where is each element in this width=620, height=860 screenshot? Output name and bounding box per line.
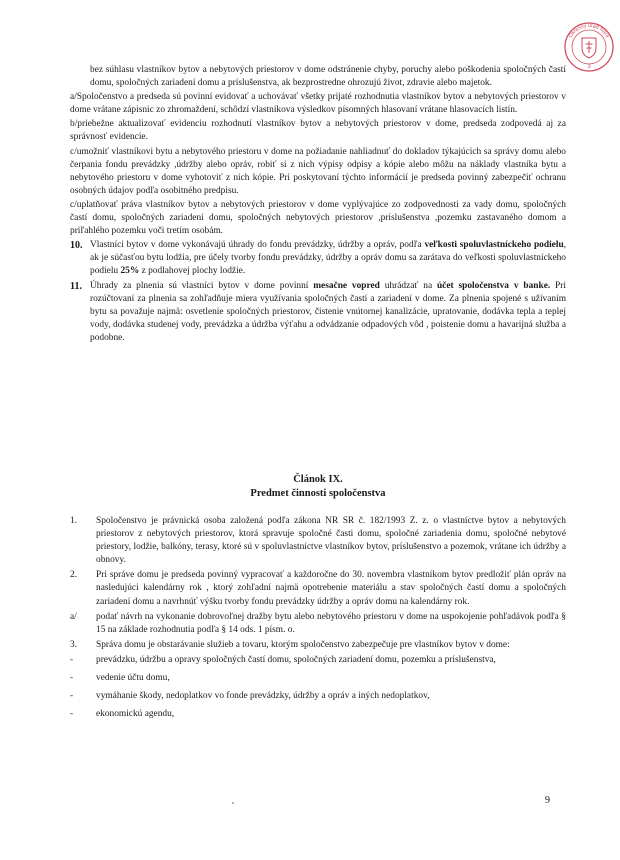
dash-item: - ekonomickú agendu, xyxy=(70,709,175,720)
continued-section xyxy=(70,64,566,345)
stamp-number: 3 xyxy=(587,64,591,70)
clause-a: a/Spoločenstvo a predseda sú povinní evidovať a uchovávať všetky prijaté rozhodnutia vlastníkov bytov a nebytových priestorov v dome vrátane zápisnic zo zhromaždení, schôdzí vlastníkova výsledkov písomných hlasovaní vrátane hlasovacích listín. xyxy=(70,92,566,116)
item-11: 11. Úhrady za plnenia sú vlastníci bytov v dome povinní mesačne vopred uhrádzať na účet spoločenstva v banke. Pri rozúčtovaní za plnenia sa zohľadňuje miera využívania spoločných častí a zariadení v dome. Za plnenia spojené s užívaním bytu sa považuje najmä: osvetlenie spoločných priestorov, čistenie vnútornej kanalizácie, upratovanie, dodávka tepla a teplej vody, dodávka studenej vody, prevádzka a údržba výťahu a odvádzanie odpadových vôd , poistenie domu a havarijná služba a podobne. xyxy=(70,280,566,343)
clause-c-rights: c/uplatňovať práva vlastníkov bytov a nebytových priestorov v dome vyplývajúce zo zodpovednosti za vady domu, spoločných častí domu, spoločných zariadení domu, spoločných nebytových priestorov ,príslušenstva ,pozemku zastavaného domom a priľahlého pozemku voči tretím osobám. xyxy=(70,199,566,237)
item-number: 10. xyxy=(70,240,83,252)
article-title: Článok IX. xyxy=(293,474,343,485)
article-body xyxy=(70,515,566,726)
dash-item: - prevádzku, údržbu a opravy spoločných častí domu, spoločných zariadení domu, pozemku a príslušenstva, xyxy=(70,654,496,665)
article-heading xyxy=(70,473,566,501)
list-item: 2. Pri správe domu je predseda povinný vypracovať a každoročne do 30. novembra vlastníkom bytov predložiť plán opráv na nasledujúci kalendárny rok , ktorý zohľadní najmä opotrebenie materiálu a stav spoločných častí domu a spoločných zariadení domu a navrhnúť výšku tvorby fondu prevádzky údržby a opráv domu na kalendárny rok. xyxy=(70,570,566,607)
clause-b: b/priebežne aktualizovať evidenciu rozhodnutí vlastníkov bytov a nebytových priestorov v dome, predseda zodpovedá aj za správnosť evidencie. xyxy=(70,119,566,143)
list-item: 1. Spoločenstvo je právnická osoba založená podľa zákona NR SR č. 182/1993 Z. z. o vlastníctve bytov a nebytových priestorov z nebytových priestorov, ktorá spravuje spoločné časti domu, spoločné zariadenia domu, spoločné nebytové priestory, lodžie, balkóny, terasy, ktoré sú v spoluvlastníctve vlastníkov bytov, príslušenstvo a pozemok, vrátane ich údržby a obnovy. xyxy=(70,516,566,566)
clause-c-access: c/umožniť vlastníkovi bytu a nebytového priestoru v dome na požiadanie nahliadnuť do dokladov týkajúcich sa správy domu alebo čerpania fondu prevádzky ,údržby alebo opráv, robiť si z nich výpisy odpisy a kópie alebo môžu na náklady vlastníka bytu a nebytového priestoru v dome vyhotoviť z nich kópie. Pri poskytovaní týchto informácií je predseda povinný zabezpečiť ochranu osobných údajov podľa osobitného predpisu. xyxy=(70,146,566,196)
article-subtitle: Predmet činnosti spoločenstva xyxy=(250,488,386,499)
item-10: 10. Vlastníci bytov v dome vykonávajú úhrady do fondu prevádzky, údržby a opráv, podľa veľkosti spoluvlastníckeho podielu, ak je súčasťou bytu lodžia, pre účely tvorby fondu prevádzky, údržby a opráv domu sa zarátava do veľkosti spoluvlastníckeho podielu 25% z podlahovej plochy lodžie. xyxy=(70,240,567,277)
intro-paragraph: bez súhlasu vlastníkov bytov a nebytových priestorov v dome odstránenie chyby, poruchy alebo poškodenia spoločných častí domu, spoločných zariadení domu a príslušenstva, ak bezprostredne ohrozujú život, zdravie alebo majetok. xyxy=(90,65,566,89)
stamp-text: Okresný úrad Nitra xyxy=(567,22,611,39)
dash-item: - vymáhanie škody, nedoplatkov vo fonde prevádzky, údržby a opráv a iných nedoplatkov, xyxy=(70,691,430,702)
dash-item: - vedenie účtu domu, xyxy=(70,673,170,684)
list-item: 3. Správa domu je obstarávanie služieb a tovaru, ktorým spoločenstvo zabezpečuje pre vlastníkov bytov v dome: xyxy=(70,639,510,650)
official-stamp xyxy=(562,14,616,80)
scan-speck xyxy=(232,802,234,804)
list-item: a/ podať návrh na vykonanie dobrovoľnej dražby bytu alebo nebytového priestoru v dome na uspokojenie pohľadávok podľa § 15 na základe rozhodnutia podľa § 14 ods. 1 písm. o. xyxy=(70,611,566,635)
page-number: 9 xyxy=(545,795,550,806)
item-number: 11. xyxy=(70,280,82,292)
